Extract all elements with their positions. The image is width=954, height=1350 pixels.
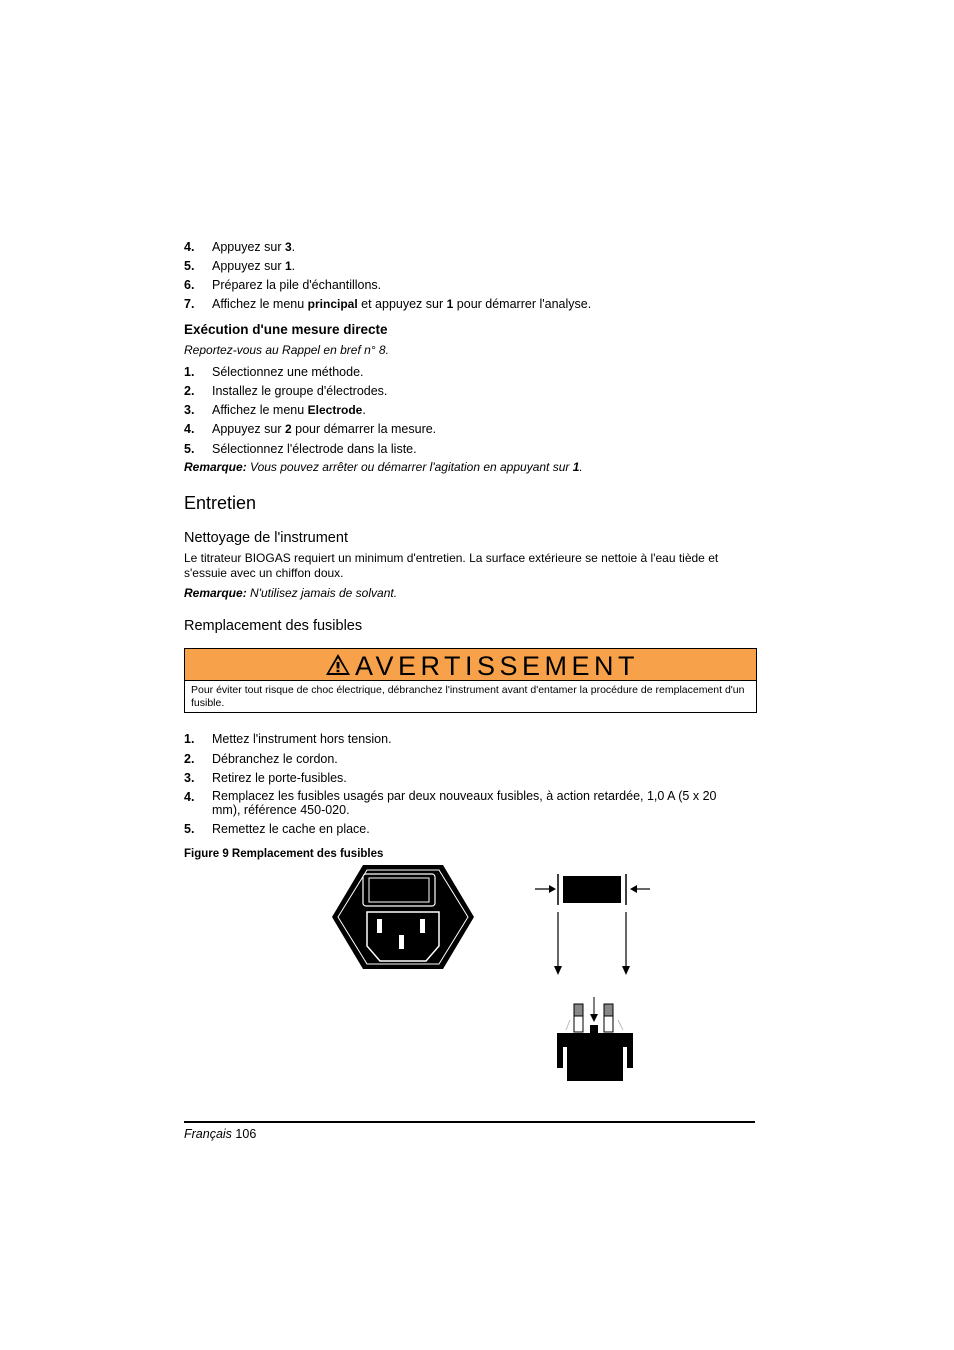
step-number: 5. (184, 259, 195, 273)
fuse-holder-illustration (530, 870, 660, 1085)
figure-caption: Figure 9 Remplacement des fusibles (184, 848, 384, 860)
step-text: Remettez le cache en place. (212, 822, 370, 836)
step-text: Appuyez sur (212, 422, 285, 436)
step-text: Affichez le menu (212, 403, 308, 417)
step-number: 3. (184, 771, 195, 785)
step-number: 5. (184, 442, 195, 456)
key-label: principal (307, 297, 358, 311)
step-text: Sélectionnez une méthode. (212, 365, 364, 379)
step-number: 7. (184, 297, 195, 311)
step-number: 1. (184, 732, 195, 746)
remark-label: Remarque: (184, 586, 247, 600)
step-text: Appuyez sur (212, 240, 285, 254)
remark-label: Remarque: (184, 460, 247, 474)
key-label: 3 (284, 240, 292, 254)
paragraph: Le titrateur BIOGAS requiert un minimum d'entretien. La surface extérieure se nettoie à l'eau tiède et s'essuie avec un chiffon doux. (184, 551, 719, 580)
power-inlet-illustration (330, 864, 476, 970)
reference-note: Reportez-vous au Rappel en bref n° 8. (184, 343, 389, 357)
subsection-heading: Nettoyage de l'instrument (184, 530, 348, 546)
step-number: 4. (184, 422, 195, 436)
step-text: Sélectionnez l'électrode dans la liste. (212, 442, 417, 456)
step-number: 6. (184, 278, 195, 292)
step-number: 2. (184, 752, 195, 766)
key-label: Electrode (307, 403, 363, 417)
step-number: 2. (184, 384, 195, 398)
page-footer (184, 1127, 256, 1141)
step-text: Remplacez les fusibles usagés par deux nouveaux fusibles, à action retardée, 1,0 A (5 x 20 mm), référence 450-020. (212, 789, 717, 817)
footer-language: Français (184, 1127, 232, 1141)
step-text: Préparez la pile d'échantillons. (212, 278, 382, 292)
step-number: 3. (184, 403, 195, 417)
footer-rule (184, 1121, 755, 1123)
step-number: 4. (184, 240, 195, 254)
warning-box (184, 648, 757, 713)
key-label: 2 (284, 422, 292, 436)
key-label: 1 (284, 259, 292, 273)
step-text: Installez le groupe d'électrodes. (212, 384, 388, 398)
step-text: Mettez l'instrument hors tension. (212, 732, 392, 746)
section-title: Entretien (184, 493, 257, 513)
step-number: 1. (184, 365, 195, 379)
step-number: 5. (184, 822, 195, 836)
step-text: Retirez le porte-fusibles. (212, 771, 347, 785)
key-label: 1 (446, 297, 454, 311)
page-number: 106 (235, 1127, 257, 1141)
warning-text: Pour éviter tout risque de choc électrique, débranchez l'instrument avant d'entamer la procédure de remplacement d'un fusible. (191, 684, 745, 709)
section-heading: Exécution d'une mesure directe (184, 322, 388, 337)
warning-header (185, 649, 756, 681)
step-text: Appuyez sur (212, 259, 285, 273)
key-label: 1 (572, 460, 580, 474)
remark: Remarque: N'utilisez jamais de solvant. (184, 586, 398, 600)
subsection-heading: Remplacement des fusibles (184, 618, 363, 634)
step-text: Affichez le menu (212, 297, 308, 311)
remark: Remarque: Vous pouvez arrêter ou démarrer l'agitation en appuyant sur 1. (184, 460, 583, 474)
warning-title: AVERTISSEMENT (355, 651, 640, 681)
step-text: Débranchez le cordon. (212, 752, 338, 766)
warning-icon (325, 653, 351, 676)
step-number: 4. (184, 790, 195, 804)
